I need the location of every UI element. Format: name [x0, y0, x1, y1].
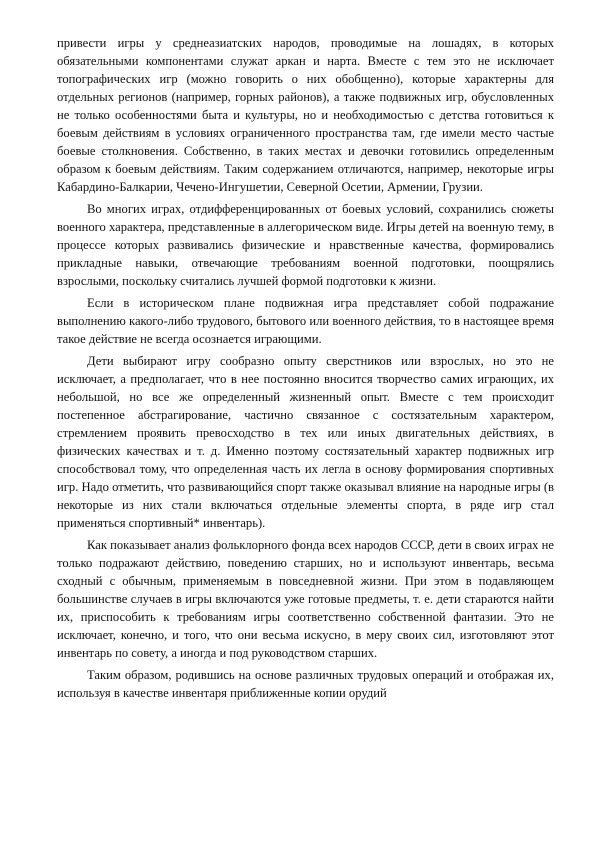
paragraph-3: Если в историческом плане подвижная игра представляет собой подражание выполнению какого-либо трудового, бытового или военного действия, то в настоящее время такое действие не всегда осознается играющими.: [57, 296, 554, 346]
paragraph-2: Во многих играх, отдифференцированных от боевых условий, сохранились сюжеты военного характера, представленные в аллегорическом виде. Игры детей на военную тему, в процессе которых развивались физические и нравственные качества, формировались прикладные навыки, отвечающие требованиям военной подготовки, поощрялись взрослыми, поскольку считались лучшей формой подготовки к жизни.: [57, 202, 554, 288]
paragraph-6: Таким образом, родившись на основе различных трудовых операций и отображая их, используя в качестве инвентаря приближенные копии орудий: [57, 668, 554, 700]
paragraph-1: привести игры у среднеазиатских народов, проводимые на лошадях, в которых обязательными компонентами служат аркан и нарта. Вместе с тем это не исключает топографических игр (можно говорить о них обобщенно), которые характерны для отдельных регионов (например, горных районов), а также подвижных игр, обусловленных не только особенностями быта и культуры, но и необходимостью с детства готовиться к боевым действиям в условиях ограниченного пространства там, где имели место частые боевые столкновения. Собственно, в таких местах и девочки готовились определенным образом к боевым действиям. Таким содержанием отличаются, например, некоторые игры Кабардино-Балкарии, Чечено-Ингушетии, Северной Осетии, Армении, Грузии.: [57, 36, 554, 194]
document-page: [57, 34, 554, 706]
paragraph-4: Дети выбирают игру сообразно опыту сверстников или взрослых, но это не исключает, а предполагает, что в нее постоянно вносится творчество самих играющих, их небольшой, но все же определенный жизненный опыт. Вместе с тем происходит постепенное абстрагирование, частично связанное с состязательным характером, стремлением проявить превосходство в тех или иных двигательных действиях, в физических качествах и т. д. Именно поэтому состязательный характер подвижных игр способствовал тому, что определенная часть их легла в основу формирования спортивных игр. Надо отметить, что развивающийся спорт также оказывал влияние на народные игры (в некоторые из них стали включаться отдельные элементы спорта, в ряде игр стал применяться спортивный* инвентарь).: [57, 354, 554, 530]
paragraph-5: Как показывает анализ фольклорного фонда всех народов СССР, дети в своих играх не только подражают действию, поведению старших, но и используют инвентарь, весьма сходный с обычным, применяемым в повседневной жизни. При этом в подавляющем большинстве случаев в игры включаются уже готовые предметы, т. е. дети стараются найти их, приспособить к требованиям игры соответственно собственной фантазии. Это не исключает, конечно, и того, что они весьма искусно, в меру своих сил, изготовляют этот инвентарь по совету, а иногда и под руководством старших.: [57, 538, 554, 660]
